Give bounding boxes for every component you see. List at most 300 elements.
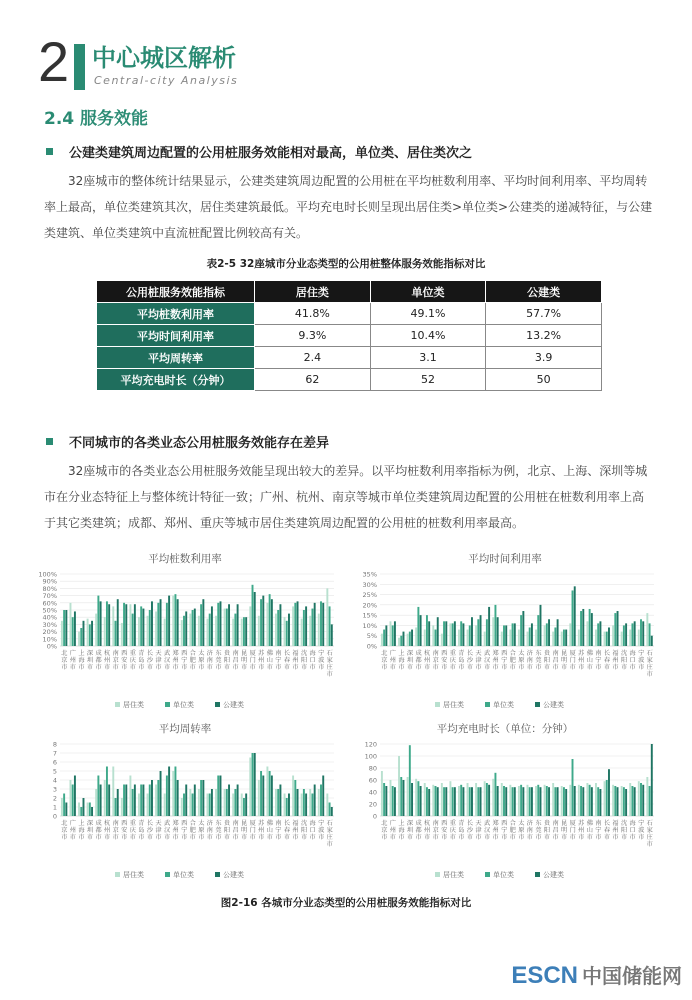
legend-swatch <box>485 872 490 877</box>
table-row-header: 平均周转率 <box>97 347 255 369</box>
bar <box>207 619 209 646</box>
x-tick-label: 武汉市 <box>483 820 491 841</box>
key-point-2 <box>46 432 329 451</box>
bar <box>445 621 447 646</box>
bar <box>565 630 567 646</box>
x-tick-label: 重庆市 <box>449 650 456 671</box>
bar <box>385 625 387 646</box>
bar <box>432 625 434 646</box>
bar <box>599 789 601 816</box>
x-tick-label: 济南市 <box>206 650 213 671</box>
bar <box>494 605 496 646</box>
bar <box>320 785 322 817</box>
bar <box>540 605 542 646</box>
table-cell: 9.3% <box>255 325 371 347</box>
y-tick-label: 4 <box>52 776 57 785</box>
x-tick-label: 济南市 <box>206 820 213 841</box>
y-tick-label: 8 <box>52 740 57 749</box>
bar <box>106 767 108 817</box>
bar <box>634 787 636 816</box>
bar <box>160 599 162 646</box>
bar <box>202 780 204 816</box>
x-tick-label: 西安市 <box>441 650 448 671</box>
table-cell: 41.8% <box>255 303 371 325</box>
bar <box>211 606 213 646</box>
x-tick-label: 海口市 <box>629 820 636 841</box>
bar <box>604 632 606 646</box>
bar <box>394 787 396 816</box>
y-tick-label: 20 <box>368 800 377 809</box>
bar <box>305 606 307 646</box>
table-header-cell: 居住类 <box>255 281 371 303</box>
y-tick-label: 90% <box>42 577 57 586</box>
bar <box>522 787 524 816</box>
bar <box>480 615 482 646</box>
x-tick-label: 郑州市 <box>172 820 179 841</box>
bar <box>529 627 531 646</box>
x-tick-label: 青岛市 <box>458 820 465 841</box>
bar <box>155 785 157 817</box>
x-tick-label: 苏州市 <box>258 650 265 671</box>
bar <box>484 781 486 816</box>
bar <box>621 632 623 646</box>
bar <box>458 630 460 646</box>
bar <box>174 594 176 646</box>
table-cell: 3.1 <box>370 347 486 369</box>
chart-svg <box>30 548 340 713</box>
x-tick-label: 佛山市 <box>266 820 273 841</box>
table-row <box>97 369 602 391</box>
bar <box>497 617 499 646</box>
x-tick-label: 北京市 <box>381 820 388 841</box>
y-tick-label: 80 <box>368 764 377 773</box>
bar <box>403 780 405 816</box>
bar <box>331 624 333 646</box>
bar <box>385 786 387 816</box>
x-tick-label: 青岛市 <box>458 650 465 671</box>
bar <box>74 776 76 817</box>
bar <box>138 617 140 646</box>
x-tick-label: 长沙市 <box>466 820 473 841</box>
x-tick-label: 深圳市 <box>406 650 414 671</box>
x-tick-label: 福州市 <box>292 820 299 841</box>
chart-title: 平均充电时长（单位：分钟） <box>436 723 574 735</box>
bar <box>544 785 546 816</box>
legend-label: 公建类 <box>223 871 244 879</box>
x-tick-label: 福州市 <box>292 650 299 671</box>
legend-swatch <box>435 872 440 877</box>
bar <box>177 599 179 646</box>
bar <box>392 625 394 646</box>
x-tick-label: 广州市 <box>69 650 76 671</box>
bar <box>432 785 434 816</box>
bar <box>202 599 204 646</box>
bar <box>104 780 106 816</box>
bar <box>151 780 153 816</box>
bar <box>503 625 505 646</box>
bar <box>586 621 588 646</box>
bar <box>612 625 614 646</box>
x-tick-label: 昆明市 <box>561 820 568 841</box>
watermark <box>511 960 682 990</box>
bar <box>505 625 507 646</box>
bar <box>417 781 419 816</box>
y-tick-label: 20% <box>42 628 57 637</box>
bar <box>220 601 222 646</box>
y-tick-label: 120 <box>364 740 377 749</box>
bar <box>220 776 222 817</box>
bar <box>509 785 511 816</box>
x-tick-label: 长春市 <box>283 820 290 841</box>
bar <box>488 607 490 646</box>
bar <box>301 794 303 817</box>
x-tick-label: 石家庄市 <box>646 650 653 678</box>
bar <box>595 630 597 646</box>
legend-swatch <box>215 702 220 707</box>
x-tick-label: 宁波市 <box>638 650 645 671</box>
bar <box>78 803 80 817</box>
bar <box>142 609 144 646</box>
table-row <box>97 303 602 325</box>
bar <box>254 592 256 646</box>
bar <box>400 777 402 816</box>
bar <box>142 785 144 817</box>
bar <box>512 623 514 646</box>
bar <box>518 786 520 816</box>
x-tick-label: 杭州市 <box>104 820 111 841</box>
bar <box>198 616 200 646</box>
bar <box>266 603 268 646</box>
y-tick-label: 80% <box>42 584 57 593</box>
bar <box>108 604 110 646</box>
bar <box>582 787 584 816</box>
legend-swatch <box>485 702 490 707</box>
x-tick-label: 济南市 <box>526 820 533 841</box>
x-tick-label: 武汉市 <box>483 650 491 671</box>
bar <box>420 786 422 816</box>
x-tick-label: 太原市 <box>198 650 205 671</box>
bar <box>260 599 262 646</box>
x-tick-label: 南昌市 <box>232 820 239 841</box>
chart-svg <box>350 548 660 713</box>
bar <box>591 787 593 816</box>
bar <box>217 776 219 817</box>
bar <box>303 789 305 816</box>
x-tick-label: 石家庄市 <box>326 650 333 678</box>
bar <box>437 617 439 646</box>
bar <box>226 789 228 816</box>
bar <box>477 787 479 816</box>
x-tick-label: 石家庄市 <box>326 820 333 848</box>
bar <box>572 590 574 646</box>
legend-swatch <box>115 702 120 707</box>
x-tick-label: 西宁市 <box>181 820 188 841</box>
table-row <box>97 347 602 369</box>
x-tick-label: 太原市 <box>198 820 205 841</box>
bar <box>394 621 396 646</box>
x-tick-label: 郑州市 <box>492 820 499 841</box>
x-tick-label: 武汉市 <box>163 820 171 841</box>
bar <box>72 785 74 817</box>
bar <box>194 785 196 817</box>
bar <box>535 630 537 646</box>
legend-label: 公建类 <box>223 701 244 709</box>
bar <box>537 615 539 646</box>
bar <box>166 603 168 646</box>
y-tick-label: 60 <box>368 776 377 785</box>
x-tick-label: 成都市 <box>95 820 102 841</box>
bar <box>520 785 522 816</box>
bar <box>486 619 488 646</box>
x-tick-label: 长沙市 <box>466 650 473 671</box>
bar <box>172 596 174 646</box>
bar <box>243 617 245 646</box>
x-tick-label: 沈阳市 <box>300 650 308 671</box>
y-tick-label: 40% <box>42 613 57 622</box>
x-tick-label: 重庆市 <box>129 650 136 671</box>
bar <box>70 603 72 646</box>
x-tick-label: 宁波市 <box>318 650 325 671</box>
bar <box>87 619 89 646</box>
bar <box>460 785 462 816</box>
bar <box>420 615 422 646</box>
x-tick-label: 厦门市 <box>249 650 256 671</box>
bar <box>275 789 277 816</box>
bar <box>61 798 63 816</box>
bar <box>492 779 494 816</box>
bar <box>494 773 496 816</box>
bar <box>640 619 642 646</box>
bar <box>462 787 464 816</box>
bar <box>569 623 571 646</box>
bar <box>252 585 254 646</box>
bar <box>140 785 142 817</box>
bar <box>254 753 256 816</box>
chapter-number: 2 <box>38 30 70 93</box>
bar <box>63 610 65 646</box>
bar <box>449 781 451 816</box>
bar <box>271 776 273 817</box>
bar <box>297 601 299 646</box>
bar <box>475 783 477 816</box>
bar <box>294 780 296 816</box>
y-tick-label: 15% <box>362 611 377 620</box>
bar <box>269 594 271 646</box>
bar <box>580 611 582 646</box>
x-tick-label: 西宁市 <box>501 650 508 671</box>
chart-title: 平均周转率 <box>158 723 212 735</box>
bar <box>398 638 400 646</box>
bar <box>390 780 392 816</box>
bar <box>87 803 89 817</box>
bar <box>149 785 151 817</box>
bar <box>121 623 123 646</box>
x-tick-label: 太原市 <box>518 820 525 841</box>
bar <box>595 783 597 816</box>
legend-label: 公建类 <box>543 701 564 709</box>
bar <box>70 780 72 816</box>
bar <box>100 785 102 817</box>
x-tick-label: 广州市 <box>389 650 396 671</box>
bar <box>582 609 584 646</box>
legend-swatch <box>215 872 220 877</box>
bar <box>614 613 616 646</box>
legend-swatch <box>535 872 540 877</box>
x-tick-label: 重庆市 <box>129 820 136 841</box>
bar <box>74 611 76 646</box>
bar <box>501 783 503 816</box>
y-tick-label: 0% <box>366 642 377 651</box>
x-tick-label: 苏州市 <box>578 820 585 841</box>
x-tick-label: 长沙市 <box>146 650 153 671</box>
bar <box>174 767 176 817</box>
bar <box>638 781 640 816</box>
bar <box>537 785 539 816</box>
bar <box>540 787 542 816</box>
bullet-square-icon <box>46 148 53 155</box>
x-tick-label: 上海市 <box>78 650 85 671</box>
bar <box>458 786 460 816</box>
bar <box>441 634 443 646</box>
x-tick-label: 北京市 <box>381 650 388 671</box>
bar <box>428 621 430 646</box>
bar <box>608 627 610 646</box>
bar <box>207 794 209 817</box>
y-tick-label: 10% <box>42 635 57 644</box>
y-tick-label: 25% <box>362 591 377 600</box>
y-tick-label: 40 <box>368 788 377 797</box>
x-tick-label: 重庆市 <box>449 820 456 841</box>
bar <box>529 787 531 816</box>
bar <box>258 616 260 646</box>
bar <box>561 786 563 816</box>
bar <box>217 603 219 646</box>
x-tick-label: 贵阳市 <box>223 650 231 671</box>
bar <box>497 786 499 816</box>
bar <box>266 767 268 817</box>
x-tick-label: 南京市 <box>112 820 119 841</box>
y-tick-label: 100% <box>38 570 57 579</box>
bar <box>646 613 648 646</box>
bar <box>237 604 239 646</box>
bar <box>147 794 149 817</box>
section-title: 2.4 服务效能 <box>44 109 149 129</box>
bar <box>580 786 582 816</box>
chart-turnover-rate <box>30 718 340 883</box>
y-tick-label: 0 <box>372 812 377 821</box>
bar <box>435 786 437 816</box>
table-cell: 3.9 <box>486 347 602 369</box>
x-tick-label: 长春市 <box>603 820 610 841</box>
bar <box>185 611 187 646</box>
bar <box>415 627 417 646</box>
x-tick-label: 成都市 <box>95 650 102 671</box>
x-tick-label: 西安市 <box>121 650 128 671</box>
bar <box>604 781 606 816</box>
table-cell: 2.4 <box>255 347 371 369</box>
x-tick-label: 合肥市 <box>189 650 196 671</box>
bar <box>224 609 226 646</box>
table-header-cell: 公用桩服务效能指标 <box>97 281 255 303</box>
x-tick-label: 贵阳市 <box>543 650 551 671</box>
legend-swatch <box>535 702 540 707</box>
legend-label: 单位类 <box>493 701 514 709</box>
bar <box>95 614 97 646</box>
bar <box>172 771 174 816</box>
x-tick-label: 北京市 <box>61 650 68 671</box>
bar <box>597 623 599 646</box>
chapter-subtitle: Central-city Analysis <box>94 74 239 87</box>
bar <box>80 628 82 646</box>
bar <box>314 603 316 646</box>
bar <box>232 794 234 817</box>
y-tick-label: 100 <box>364 752 377 761</box>
bar <box>505 787 507 816</box>
bar <box>140 606 142 646</box>
bar <box>160 771 162 816</box>
bar <box>569 785 571 816</box>
bar <box>597 787 599 816</box>
x-tick-label: 东莞市 <box>215 650 222 671</box>
bar <box>284 617 286 646</box>
x-tick-label: 天津市 <box>155 650 162 671</box>
bar <box>514 623 516 646</box>
legend-label: 居住类 <box>123 701 144 709</box>
chart-title: 平均桩数利用率 <box>148 553 222 565</box>
x-tick-label: 福州市 <box>612 820 619 841</box>
x-tick-label: 厦门市 <box>569 650 576 671</box>
table-cell: 52 <box>370 369 486 391</box>
x-tick-label: 长沙市 <box>146 820 153 841</box>
bar <box>121 798 123 816</box>
bar <box>518 630 520 646</box>
bar <box>286 621 288 646</box>
x-tick-label: 广州市 <box>69 820 76 841</box>
bar <box>292 606 294 646</box>
x-tick-label: 沈阳市 <box>620 650 628 671</box>
x-tick-label: 天津市 <box>475 820 482 841</box>
bar <box>249 758 251 817</box>
x-tick-label: 南京市 <box>112 650 119 671</box>
chapter-accent-bar <box>74 44 85 90</box>
x-tick-label: 杭州市 <box>424 820 431 841</box>
bar <box>279 604 281 646</box>
key-point-2-text: 不同城市的各类业态公用桩服务效能存在差异 <box>69 436 330 451</box>
bar <box>548 787 550 816</box>
chapter-title: 中心城区解析 <box>92 44 236 72</box>
x-tick-label: 东莞市 <box>535 650 542 671</box>
y-tick-label: 6 <box>52 758 57 767</box>
bar <box>501 632 503 646</box>
bar <box>245 617 247 646</box>
x-tick-label: 天津市 <box>155 820 162 841</box>
y-tick-label: 3 <box>52 785 57 794</box>
bar <box>200 780 202 816</box>
bar <box>243 798 245 816</box>
efficiency-table <box>96 280 602 391</box>
bar <box>623 625 625 646</box>
chapter-header <box>38 30 338 94</box>
bar <box>629 783 631 816</box>
bar <box>226 609 228 646</box>
bar <box>617 611 619 646</box>
table-header-cell: 单位类 <box>370 281 486 303</box>
table-cell: 10.4% <box>370 325 486 347</box>
bar <box>83 621 85 646</box>
bar <box>512 787 514 816</box>
bar <box>129 604 131 646</box>
bar <box>634 621 636 646</box>
